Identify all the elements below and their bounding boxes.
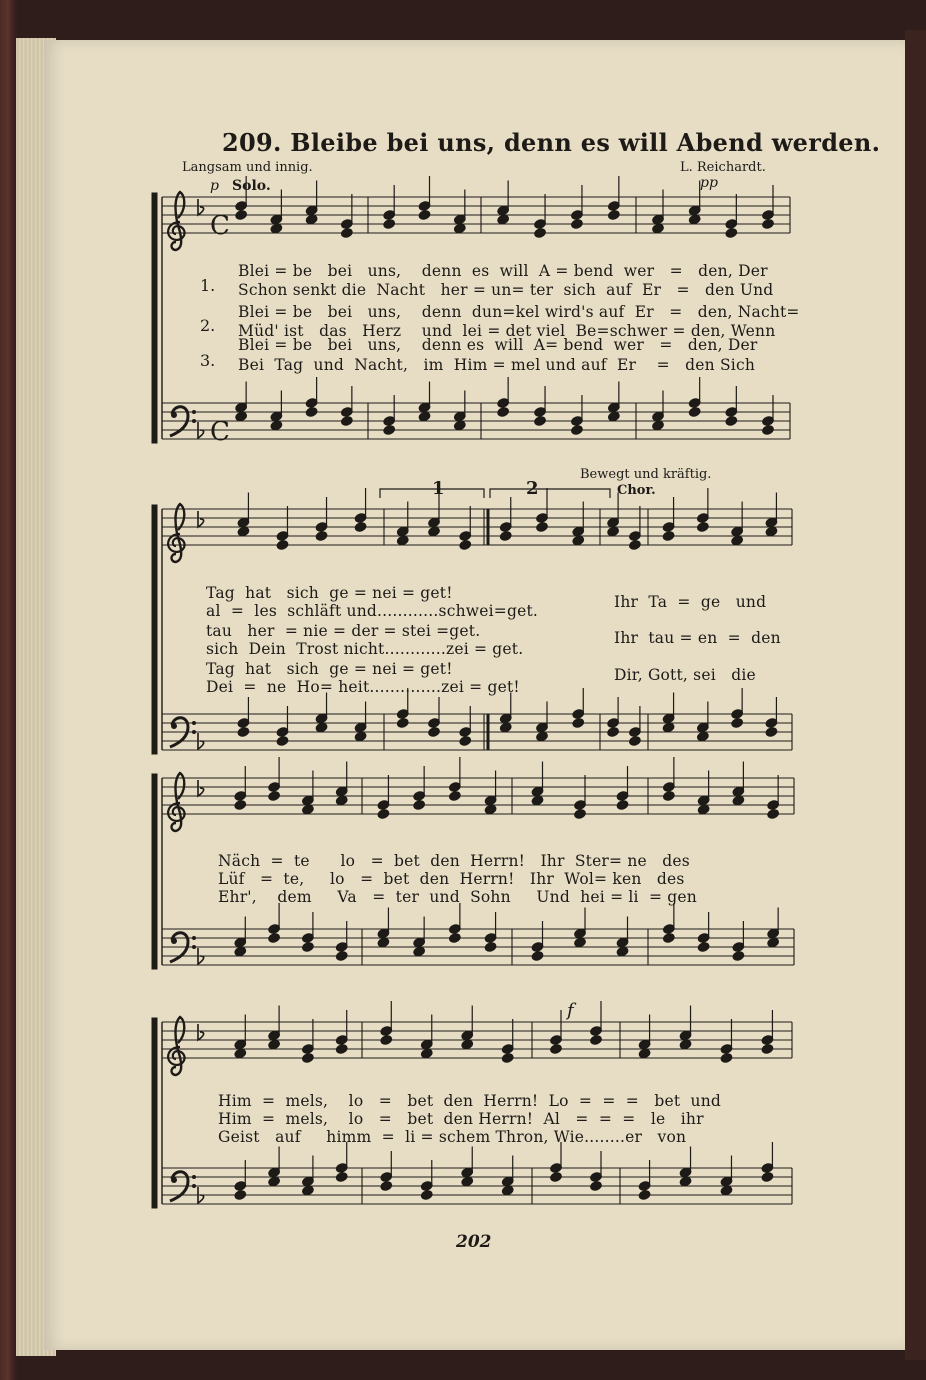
note-head	[638, 1189, 651, 1200]
dynamic-forte: f	[567, 1000, 574, 1021]
note-head	[354, 521, 367, 532]
note-head	[380, 1180, 393, 1191]
note-head	[461, 1176, 474, 1187]
note-head	[761, 1043, 774, 1054]
note-head	[731, 535, 744, 546]
note-head	[720, 1052, 733, 1063]
note-head	[607, 209, 620, 220]
note-head	[427, 726, 440, 737]
key-signature-flat	[198, 511, 204, 527]
note-head	[572, 717, 585, 728]
note-head	[765, 726, 778, 737]
note-head	[377, 808, 390, 819]
note-head	[628, 539, 641, 550]
tempo-marking: Langsam und innig.	[182, 160, 313, 175]
section-tempo-marking: Bewegt und kräftig.	[580, 467, 712, 482]
note-head	[651, 420, 664, 431]
note-head	[234, 946, 247, 957]
note-head	[761, 424, 774, 435]
note-head	[335, 1171, 348, 1182]
solo-marking: Solo.	[232, 178, 271, 194]
note-head	[688, 214, 701, 225]
note-head	[418, 209, 431, 220]
hymn-title: 209. Bleibe bei uns, denn es will Abend werden.	[222, 128, 881, 157]
note-head	[420, 1048, 433, 1059]
note-head	[383, 424, 396, 435]
note-head	[570, 218, 583, 229]
note-head	[340, 227, 353, 238]
note-head	[448, 932, 461, 943]
note-head	[501, 1185, 514, 1196]
note-head	[725, 415, 738, 426]
lyric-line: sich Dein Trost nicht............zei = get.	[206, 640, 524, 658]
lyric-line: Müd' ist das Herz und lei = det viel Be=schwer = den, Wenn	[238, 322, 776, 340]
note-head	[607, 726, 620, 737]
system-bracket	[152, 505, 157, 754]
note-head	[573, 808, 586, 819]
lyric-line: Ehr', dem Va = ter und Sohn Und hei = li = gen	[218, 888, 697, 906]
treble-clef	[168, 1017, 184, 1075]
note-head	[335, 1043, 348, 1054]
note-head	[270, 420, 283, 431]
note-head	[549, 1043, 562, 1054]
note-head	[301, 941, 314, 952]
note-head	[501, 1052, 514, 1063]
note-head	[453, 420, 466, 431]
note-head	[380, 1034, 393, 1045]
treble-clef	[168, 773, 184, 831]
time-signature: C	[210, 417, 230, 447]
note-head	[662, 932, 675, 943]
note-head	[531, 795, 544, 806]
note-head	[720, 1185, 733, 1196]
note-head	[732, 950, 745, 961]
verse-number-3: 3.	[200, 351, 216, 370]
page-number: 202	[456, 1232, 492, 1252]
key-signature-flat	[198, 199, 204, 215]
composer-credit: L. Reichardt.	[680, 160, 766, 175]
note-head	[535, 731, 548, 742]
note-head	[572, 535, 585, 546]
second-ending-number: 2	[526, 478, 539, 499]
note-head	[725, 227, 738, 238]
note-head	[268, 1176, 281, 1187]
note-head	[377, 937, 390, 948]
lyric-line: Blei = be bei uns, denn dun=kel wird's auf Er = den, Nacht=	[238, 303, 800, 321]
note-head	[235, 209, 248, 220]
note-head	[499, 530, 512, 541]
lyric-line: Dei = ne Ho= heit..............zei = get!	[206, 678, 520, 696]
lyric-line: Schon senkt die Nacht her = un= ter sich auf Er = den Und	[238, 281, 774, 299]
note-head	[731, 717, 744, 728]
note-head	[651, 223, 664, 234]
note-head	[234, 1048, 247, 1059]
lyric-line: Bei Tag und Nacht, im Him = mel und auf Er = den Sich	[238, 356, 756, 374]
lyric-line: Tag hat sich ge = nei = get!	[206, 660, 453, 678]
note-head	[418, 411, 431, 422]
dynamic-pianissimo: pp	[700, 175, 718, 191]
note-head	[305, 406, 318, 417]
note-head	[679, 1176, 692, 1187]
note-head	[340, 415, 353, 426]
choir-marking: Chor.	[617, 483, 656, 498]
note-head	[276, 735, 289, 746]
system-bracket	[152, 774, 157, 969]
note-head	[335, 950, 348, 961]
note-head	[697, 941, 710, 952]
note-head	[383, 218, 396, 229]
note-head	[679, 1039, 692, 1050]
lyric-line: Tag hat sich ge = nei = get!	[206, 584, 453, 602]
note-head	[573, 937, 586, 948]
first-ending-number: 1	[432, 478, 445, 499]
note-head	[234, 1189, 247, 1200]
lyric-line: Lüf = te, lo = bet den Herrn! Ihr Wol= ken des	[218, 870, 685, 888]
note-head	[268, 932, 281, 943]
key-signature-flat	[198, 1024, 204, 1040]
note-head	[315, 722, 328, 733]
note-head	[237, 726, 250, 737]
note-head	[276, 539, 289, 550]
lyric-line: Näch = te lo = bet den Herrn! Ihr Ster= ne des	[218, 852, 690, 870]
note-head	[662, 790, 675, 801]
lyric-line: Blei = be bei uns, denn es will A= bend wer = den, Der	[238, 336, 758, 354]
key-signature-flat	[198, 780, 204, 796]
lyric-line: Dir, Gott, sei die	[614, 666, 756, 684]
note-head	[235, 411, 248, 422]
lyric-line: Ihr tau = en = den	[614, 629, 781, 647]
note-head	[616, 799, 629, 810]
time-signature: C	[210, 211, 230, 241]
system-bracket	[152, 193, 157, 443]
note-head	[499, 722, 512, 733]
dynamic-piano: p	[210, 178, 219, 194]
lyric-line: Geist auf himm = li = schem Thron, Wie........er von	[218, 1128, 687, 1146]
note-head	[396, 535, 409, 546]
note-head	[628, 735, 641, 746]
note-head	[459, 735, 472, 746]
note-head	[589, 1034, 602, 1045]
note-head	[696, 521, 709, 532]
note-head	[535, 521, 548, 532]
note-head	[767, 937, 780, 948]
note-head	[761, 1171, 774, 1182]
note-head	[354, 731, 367, 742]
note-head	[589, 1180, 602, 1191]
verse-number-2: 2.	[200, 316, 216, 335]
system-bracket	[152, 1018, 157, 1208]
treble-clef	[168, 192, 184, 250]
note-head	[497, 406, 510, 417]
note-head	[570, 424, 583, 435]
note-head	[534, 415, 547, 426]
note-head	[484, 804, 497, 815]
note-head	[453, 223, 466, 234]
note-head	[448, 790, 461, 801]
note-head	[237, 526, 250, 537]
note-head	[301, 1185, 314, 1196]
note-head	[315, 530, 328, 541]
note-head	[413, 799, 426, 810]
note-head	[765, 526, 778, 537]
lyric-line: al = les schläft und............schwei=get.	[206, 602, 539, 620]
note-head	[268, 1039, 281, 1050]
note-head	[270, 223, 283, 234]
lyric-line: Blei = be bei uns, denn es will A = bend wer = den, Der	[238, 262, 768, 280]
note-head	[459, 539, 472, 550]
lyric-line: Him = mels, lo = bet den Herrn! Lo = = = bet und	[218, 1092, 722, 1110]
note-head	[531, 950, 544, 961]
note-head	[301, 1052, 314, 1063]
note-head	[497, 214, 510, 225]
note-head	[697, 804, 710, 815]
note-head	[413, 946, 426, 957]
treble-clef	[168, 504, 184, 562]
note-head	[335, 795, 348, 806]
note-head	[767, 808, 780, 819]
note-head	[732, 795, 745, 806]
note-head	[396, 717, 409, 728]
note-head	[420, 1189, 433, 1200]
note-head	[427, 526, 440, 537]
verse-number-1: 1.	[200, 276, 216, 295]
note-head	[638, 1048, 651, 1059]
note-head	[662, 530, 675, 541]
note-head	[607, 526, 620, 537]
note-head	[607, 411, 620, 422]
note-head	[616, 946, 629, 957]
note-head	[301, 804, 314, 815]
note-head	[688, 406, 701, 417]
note-head	[234, 799, 247, 810]
note-head	[268, 790, 281, 801]
note-head	[662, 722, 675, 733]
lyric-line: Him = mels, lo = bet den Herrn! Al = = = le ihr	[218, 1110, 704, 1128]
note-head	[461, 1039, 474, 1050]
note-head	[696, 731, 709, 742]
second-ending-bracket	[490, 489, 610, 498]
lyric-line: Ihr Ta = ge und	[614, 593, 767, 611]
lyric-line: tau her = nie = der = stei =get.	[206, 622, 481, 640]
note-head	[549, 1171, 562, 1182]
note-head	[484, 941, 497, 952]
note-head	[534, 227, 547, 238]
note-head	[305, 214, 318, 225]
note-head	[761, 218, 774, 229]
